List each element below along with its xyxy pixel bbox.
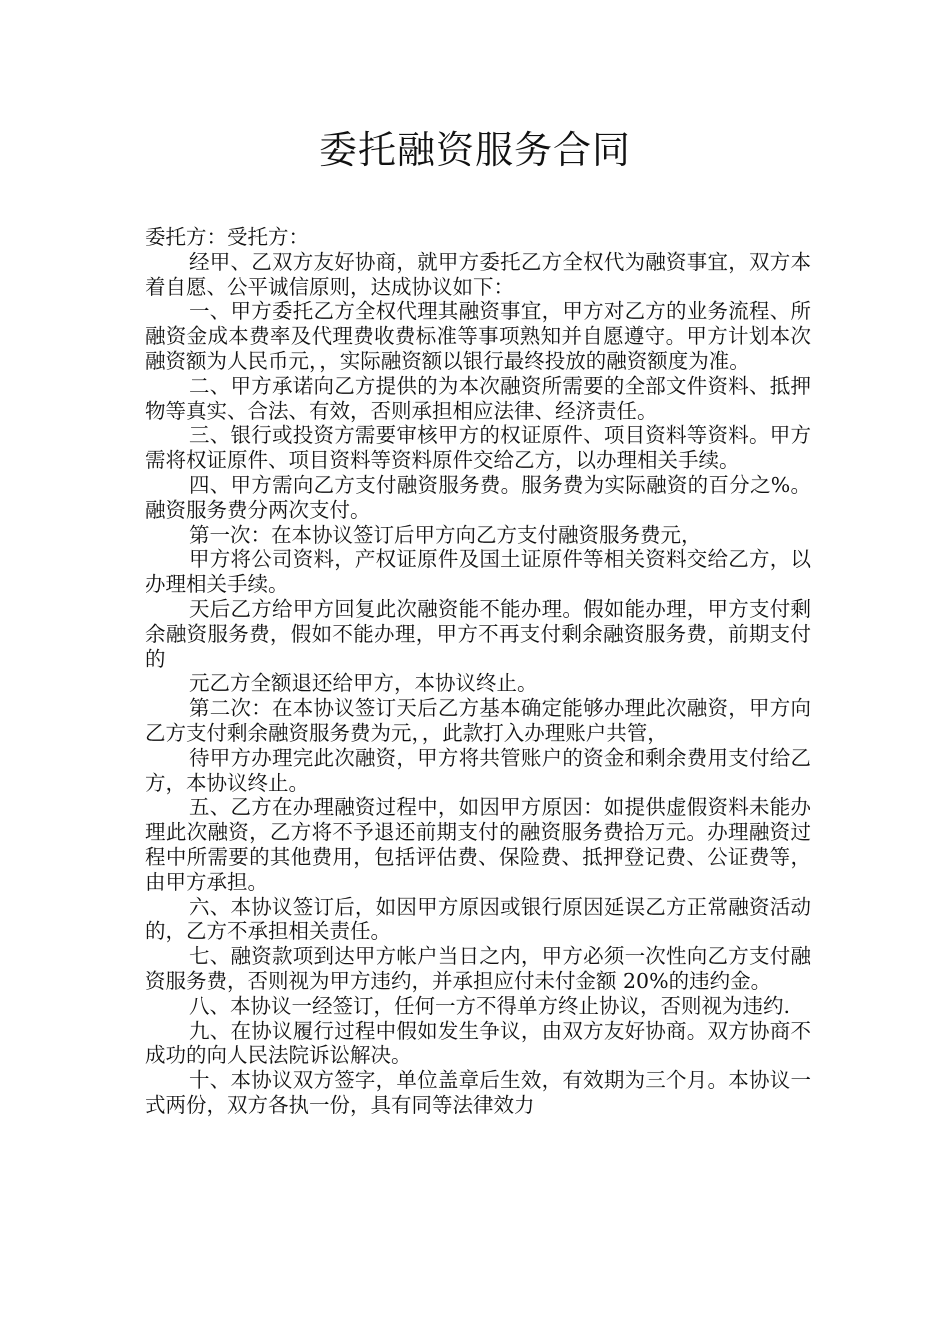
paragraph-first-payment-reply: 天后乙方给甲方回复此次融资能不能办理。假如能办理，甲方支付剩余融资服务费，假如不能办理，甲方不再支付剩余融资服务费，前期支付的 [145, 596, 811, 671]
paragraph-clause-4: 四、甲方需向乙方支付融资服务费。服务费为实际融资的百分之%。融资服务费分两次支付。 [145, 472, 811, 522]
paragraph-clause-2: 二、甲方承诺向乙方提供的为本次融资所需要的全部文件资料、抵押物等真实、合法、有效，否则承担相应法律、经济责任。 [145, 373, 811, 423]
paragraph-clause-7: 七、融资款项到达甲方帐户当日之内，甲方必须一次性向乙方支付融资服务费，否则视为甲方违约，并承担应付未付金额 20%的违约金。 [145, 944, 811, 993]
paragraph-first-payment-docs: 甲方将公司资料，产权证原件及国土证原件等相关资料交给乙方，以办理相关手续。 [145, 547, 811, 597]
paragraph-clause-1: 一、甲方委托乙方全权代理其融资事宜，甲方对乙方的业务流程、所融资金成本费率及代理费收费标准等事项熟知并自愿遵守。甲方计划本次融资额为人民币元，，实际融资额以银行最终投放的融资额度为准。 [145, 299, 811, 373]
paragraph-first-payment: 第一次：在本协议签订后甲方向乙方支付融资服务费元， [189, 522, 702, 547]
paragraph-intro: 经甲、乙双方友好协商，就甲方委托乙方全权代为融资事宜，双方本着自愿、公平诚信原则，达成协议如下： [145, 249, 811, 299]
paragraph-first-payment-refund: 元乙方全额退还给甲方，本协议终止。 [189, 671, 538, 696]
paragraph-clause-3: 三、银行或投资方需要审核甲方的权证原件、项目资料等资料。甲方需将权证原件、项目资料等资料原件交给乙方，以办理相关手续。 [145, 423, 811, 473]
document-body [145, 225, 811, 1118]
paragraph-clause-10: 十、本协议双方签字，单位盖章后生效，有效期为三个月。本协议一式两份，双方各执一份，具有同等法律效力 [145, 1068, 811, 1117]
paragraph-clause-6: 六、本协议签订后，如因甲方原因或银行原因延误乙方正常融资活动的，乙方不承担相关责任。 [145, 894, 811, 944]
paragraph-second-payment-complete: 待甲方办理完此次融资，甲方将共管账户的资金和剩余费用支付给乙方，本协议终止。 [145, 745, 811, 795]
document-title: 委托融资服务合同 [318, 128, 631, 172]
paragraph-second-payment: 第二次：在本协议签订天后乙方基本确定能够办理此次融资，甲方向乙方支付剩余融资服务费为元，，此款打入办理账户共管， [145, 696, 811, 745]
paragraph-clause-9: 九、在协议履行过程中假如发生争议，由双方友好协商。双方协商不成功的向人民法院诉讼解决。 [145, 1018, 811, 1068]
paragraph-clause-5: 五、乙方在办理融资过程中，如因甲方原因：如提供虚假资料未能办理此次融资，乙方将不予退还前期支付的融资服务费拾万元。办理融资过程中所需要的其他费用，包括评估费、保险费、抵押登记费、公证费等，由甲方承担。 [145, 795, 811, 894]
parties-line: 委托方：受托方： [145, 225, 309, 249]
paragraph-clause-8: 八、本协议一经签订，任何一方不得单方终止协议，否则视为违约. [189, 993, 791, 1018]
